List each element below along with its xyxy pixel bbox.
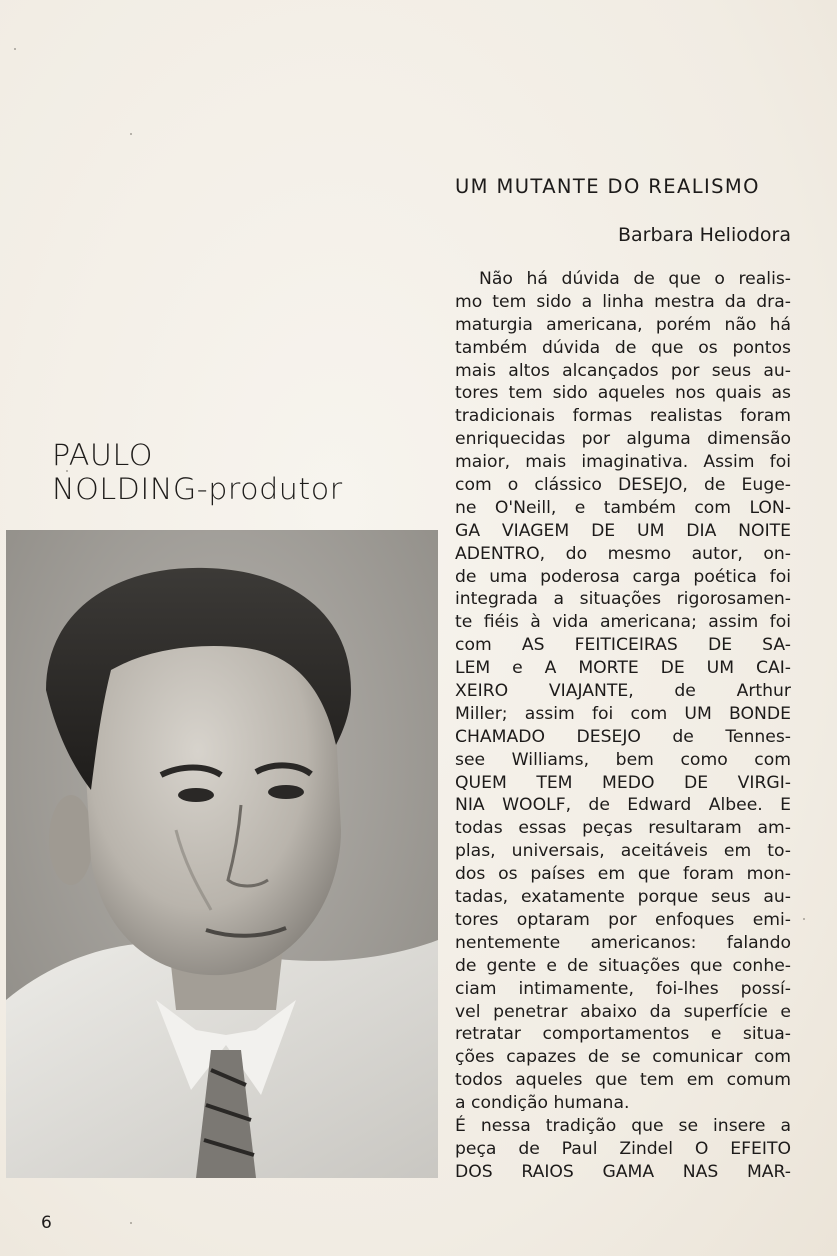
- portrait-photo: [6, 530, 438, 1178]
- portrait-illustration: [6, 530, 438, 1178]
- article-line: NIA WOOLF, de Edward Albee. E: [455, 795, 791, 816]
- credit-name: PAULO: [52, 438, 154, 472]
- article-line: de gente e de situações que conhe-: [455, 955, 791, 976]
- article-line: todos aqueles que tem em comum: [455, 1070, 791, 1091]
- article-line: QUEM TEM MEDO DE VIRGI-: [455, 772, 791, 793]
- article-line: ne O'Neill, e também com LON-: [455, 497, 791, 518]
- article-line: ciam intimamente, foi-lhes possí-: [455, 978, 791, 999]
- article-line: retratar comportamentos e situa-: [455, 1024, 791, 1045]
- article-line: tradicionais formas realistas foram: [455, 406, 791, 427]
- article-line: integrada a situações rigorosamen-: [455, 589, 791, 610]
- article-author: Barbara Heliodora: [618, 224, 791, 246]
- article: [455, 170, 791, 1184]
- article-line: te fiéis à vida americana; assim foi: [455, 612, 791, 633]
- article-line: mo tem sido a linha mestra da dra-: [455, 291, 791, 312]
- article-line: também dúvida de que os pontos: [455, 337, 791, 358]
- paper-speck: [130, 1222, 132, 1224]
- article-line: see Williams, bem como com: [455, 749, 791, 770]
- article-line: tadas, exatamente porque seus au-: [455, 887, 791, 908]
- article-line: nentemente americanos: falando: [455, 932, 791, 953]
- article-line: a condição humana.: [455, 1093, 630, 1114]
- article-line: vel penetrar abaixo da superfície e: [455, 1001, 791, 1022]
- article-line: com AS FEITICEIRAS DE SA-: [455, 635, 791, 656]
- article-line: Não há dúvida de que o realis-: [479, 269, 791, 289]
- article-line: mais altos alcançados por seus au-: [455, 360, 791, 381]
- article-line: maior, mais imaginativa. Assim foi: [455, 452, 791, 473]
- article-line: maturgia americana, porém não há: [455, 314, 791, 335]
- article-line: com o clássico DESEJO, de Euge-: [455, 475, 791, 496]
- credit-role: -produtor: [196, 472, 343, 506]
- article-line: ADENTRO, do mesmo autor, on-: [455, 543, 791, 564]
- article-line: de uma poderosa carga poética foi: [455, 566, 791, 587]
- article-line: peça de Paul Zindel O EFEITO: [455, 1138, 791, 1159]
- paper-speck: [14, 48, 16, 50]
- paper-speck: [803, 918, 805, 920]
- article-line: todas essas peças resultaram am-: [455, 818, 791, 839]
- article-line: tores optaram por enfoques emi-: [455, 909, 791, 930]
- paper-speck: [130, 133, 132, 135]
- article-line: CHAMADO DESEJO de Tennes-: [455, 726, 791, 747]
- article-line: XEIRO VIAJANTE, de Arthur: [455, 681, 791, 702]
- credit-surname: NOLDING: [52, 472, 197, 506]
- article-line: plas, universais, aceitáveis em to-: [455, 841, 791, 862]
- article-body: [455, 268, 791, 1184]
- credit-surname-role: [52, 472, 343, 506]
- article-line: LEM e A MORTE DE UM CAI-: [455, 658, 791, 679]
- article-line: tores tem sido aqueles nos quais as: [455, 383, 791, 404]
- article-line: GA VIAGEM DE UM DIA NOITE: [455, 520, 791, 541]
- article-line: DOS RAIOS GAMA NAS MAR-: [455, 1161, 791, 1182]
- page-number: 6: [41, 1213, 52, 1233]
- article-title: UM MUTANTE DO REALISMO: [455, 175, 760, 198]
- article-line: Miller; assim foi com UM BONDE: [455, 703, 791, 724]
- article-line: enriquecidas por alguma dimensão: [455, 429, 791, 450]
- article-line: ções capazes de se comunicar com: [455, 1047, 791, 1068]
- article-line: É nessa tradição que se insere a: [455, 1115, 791, 1136]
- article-line: dos os países em que foram mon-: [455, 864, 791, 885]
- photo-credit: [52, 438, 343, 506]
